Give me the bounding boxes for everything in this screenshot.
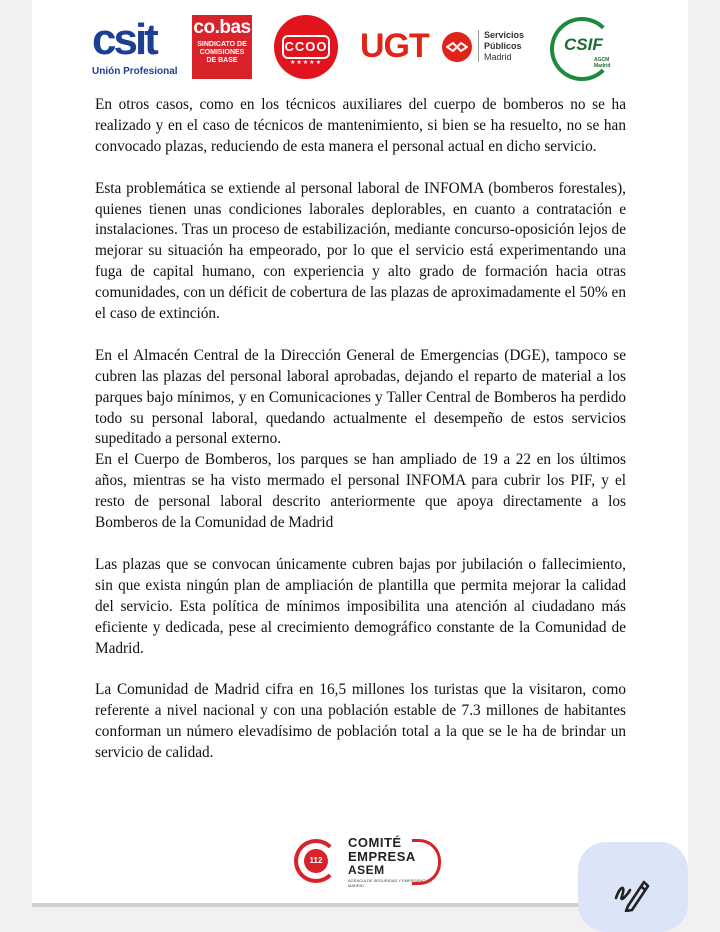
header-logos (32, 12, 688, 84)
csif-subtitle-2: Madrid (594, 63, 611, 69)
paragraph: En otros casos, como en los técnicos auxiliares del cuerpo de bomberos no se ha realizado y en el caso de técnicos de mantenimiento, si bien se ha resuelto, no se han convocado plazas, reduciendo de esta manera el personal actual en dicho servicio. (95, 96, 626, 155)
ugt-services-line3: Madrid (484, 52, 512, 62)
edit-pen-icon (612, 872, 652, 912)
ugt-services-line1: Servicios (484, 30, 525, 40)
csif-subtitle-1: AGCM (594, 57, 610, 63)
paragraph: En el Cuerpo de Bomberos, los parques se han ampliado de 19 a 22 en los últimos años, mientras se ha visto mermado el personal INFOMA para cubrir los PIF, y el resto de personal laboral descrito anteriormente que apoya directamente a los Bomberos de la Comunidad de Madrid (95, 451, 626, 532)
logo-line-2: EMPRESA (348, 849, 416, 864)
csif-logo-subtitle (594, 57, 610, 69)
logo-line-4: AGENCIA DE SEGURIDAD Y EMERGENCIAS MADRID (348, 878, 432, 888)
document-page (32, 0, 688, 905)
document-body (95, 95, 626, 785)
logo-number: 112 (304, 849, 328, 873)
paragraph: Las plazas que se convocan únicamente cubren bajas por jubilación o fallecimiento, sin que exista ningún plan de ampliación de plantilla que permita mejorar la calidad del servicio. Esta política de mínimos imposibilita una atención al ciudadano más eficiente y dedicada, pese al crecimiento demográfico constante de la Comunidad de Madrid. (95, 555, 626, 657)
comite-empresa-logo (292, 833, 442, 891)
csit-logo-name: csit (92, 15, 156, 64)
ugt-logo (360, 26, 540, 72)
csif-logo (550, 17, 612, 79)
logo-line-1: COMITÉ (348, 835, 402, 850)
csit-logo-subtitle: Unión Profesional (92, 66, 178, 77)
cobas-logo (192, 15, 252, 79)
handshake-icon (442, 32, 472, 62)
paragraph: Esta problemática se extiende al personal laboral de INFOMA (bomberos forestales), quienes tienen unas condiciones laborales deplorables, en cuanto a contratación e instalaciones. Tras un proceso de estabilización, mediante concurso-oposición lejos de mejorar su situación ha empeorado, por lo que el servicio está experimentando una fuga de capital humano, con experiencia y alto grado de formación hacia otras comunidades, con un déficit de cobertura de las plazas de aproximadamente el 50% en el caso de extinción. (95, 179, 626, 323)
cobas-logo-name: co.bas (193, 17, 251, 38)
ccoo-logo-name: CCOO (282, 35, 330, 59)
ugt-logo-name: UGT (360, 27, 429, 65)
logo-line-3: ASEM (348, 863, 385, 877)
ccoo-logo (274, 15, 338, 79)
ugt-services-line2: Públicos (484, 41, 522, 51)
ccoo-logo-stars: ★★★★★ (290, 60, 322, 66)
edit-fab-button[interactable] (578, 842, 688, 932)
csif-logo-name: CSIF (564, 35, 603, 54)
paragraph: La Comunidad de Madrid cifra en 16,5 millones los turistas que la visitaron, como referente a nivel nacional y con una población estable de 7.3 millones de habitantes conforman un número elevadísimo de población total a la que se le ha de brindar un servicio de calidad. (95, 681, 626, 762)
csit-logo (90, 15, 178, 82)
ugt-services-label (484, 30, 524, 63)
paragraph: En el Almacén Central de la Dirección General de Emergencias (DGE), tampoco se cubren las plazas del personal laboral aprobadas, dejando el reparto de material a los parques bajo mínimos, y en Comunicaciones y Taller Central de Bomberos ha perdido todo su personal laboral, quedando actualmente el desempeño de estos servicios supeditado a personal externo. (95, 346, 626, 448)
cobas-logo-subtitle: SINDICATO DE COMISIONES DE BASE (197, 41, 247, 64)
ugt-divider (478, 30, 479, 62)
